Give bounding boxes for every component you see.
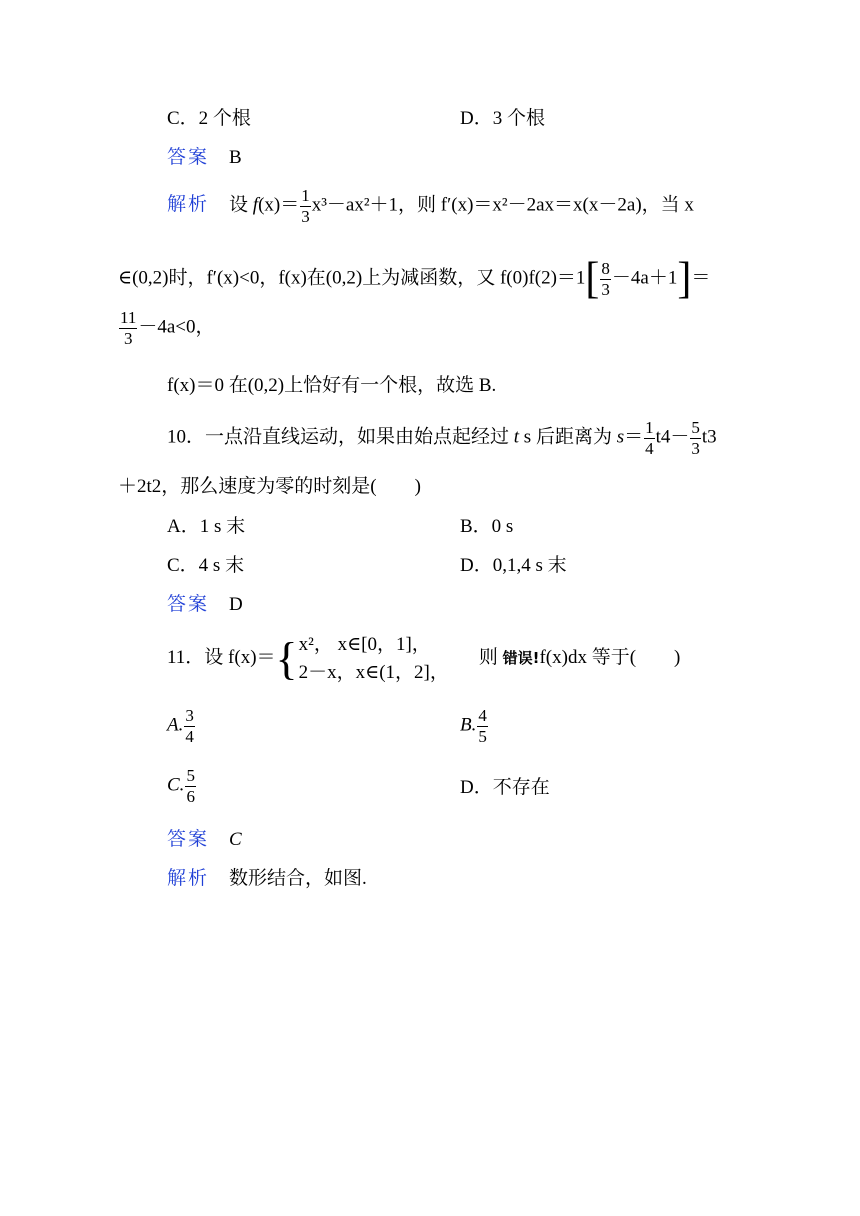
fraction-denominator: 6: [186, 786, 195, 806]
q10-answer: [167, 595, 243, 614]
analysis-text: 数形结合，如图.: [229, 868, 367, 889]
q11-option-d: D．不存在: [460, 777, 550, 798]
error-marker: 错误!: [502, 648, 540, 667]
answer-label: 答案: [167, 147, 210, 168]
fraction-denominator: 3: [301, 206, 310, 226]
answer-value: B: [229, 147, 242, 168]
fraction-numerator: 8: [601, 258, 610, 278]
fraction-numerator: 5: [691, 418, 700, 437]
text-segment: x³－ax²＋1，则 f′(x)＝x²－2ax＝x(x－2a)，当 x: [311, 194, 694, 216]
fraction: [184, 706, 195, 746]
fraction: [690, 418, 701, 458]
fraction-numerator: 4: [478, 706, 487, 725]
text-segment: s 后距离为: [519, 426, 617, 448]
text-segment: (x)＝: [258, 194, 300, 216]
piecewise-row-1: x²， x∈[0，1]，: [298, 634, 431, 655]
text-segment: ＝: [624, 426, 644, 448]
q11-option-a: [167, 706, 196, 746]
fraction-numerator: 5: [186, 766, 195, 785]
text-segment: －4a＋1: [611, 267, 678, 289]
text-segment: －4a<0，: [138, 316, 215, 338]
q9-analysis-line-2: [118, 254, 711, 304]
analysis-label: 解析: [167, 194, 210, 216]
text-segment: 设: [229, 194, 253, 216]
q10-stem-line-2: ＋2t2，那么速度为零的时刻是( ): [118, 476, 421, 497]
text-segment: 则: [478, 646, 503, 668]
text-segment: t: [513, 426, 520, 448]
text-segment: t4－: [655, 426, 690, 448]
text-segment: ＝: [691, 267, 711, 289]
option-letter: B.: [460, 714, 477, 736]
right-bracket: ]: [677, 254, 692, 304]
piecewise-row-2: 2－x，x∈(1，2]，: [298, 661, 449, 683]
q9-option-c: C．2 个根: [167, 108, 251, 129]
fraction-denominator: 5: [478, 726, 487, 746]
q10-option-d: D．0,1,4 s 末: [460, 555, 567, 576]
fraction-numerator: 11: [120, 308, 137, 327]
text-segment: s: [616, 426, 625, 448]
fraction-denominator: 4: [185, 726, 194, 746]
answer-value: C: [229, 829, 242, 850]
option-letter: C.: [167, 774, 185, 796]
fraction-numerator: 1: [301, 186, 310, 205]
fraction-numerator: 1: [645, 418, 654, 437]
q10-stem-line-1: [167, 418, 717, 458]
answer-value: D: [229, 594, 243, 615]
option-letter: A.: [167, 714, 184, 736]
q11-stem: [167, 631, 680, 686]
fraction-denominator: 3: [601, 279, 610, 299]
piecewise-function: [276, 631, 449, 686]
q9-option-d: D．3 个根: [460, 108, 545, 129]
text-segment: t3: [701, 426, 717, 448]
q9-analysis-line-3: [118, 308, 215, 348]
q11-answer: [167, 830, 242, 849]
fraction: [644, 418, 655, 458]
fraction: [185, 766, 196, 806]
answer-label: 答案: [167, 829, 210, 850]
fraction: [119, 308, 137, 348]
fraction: [600, 259, 611, 299]
fraction-denominator: 3: [691, 438, 700, 458]
q9-answer: [167, 148, 242, 167]
q11-analysis: [167, 869, 367, 888]
text-segment: 11．设 f(x)＝: [167, 646, 276, 668]
q9-analysis-line-1: [167, 186, 694, 226]
text-segment: ∈(0,2)时，f′(x)<0，f(x)在(0,2)上为减函数，又 f(0)f(2)＝1: [118, 267, 586, 289]
left-bracket: [: [585, 254, 600, 304]
fraction: [300, 186, 311, 226]
fraction-denominator: 4: [645, 438, 654, 458]
piecewise-rows: [299, 631, 449, 686]
q10-option-c: C．4 s 末: [167, 555, 245, 576]
q11-option-c: [167, 766, 197, 806]
left-brace: {: [275, 632, 298, 684]
text-segment: f(x)dx 等于( ): [539, 646, 681, 668]
fraction-denominator: 3: [123, 328, 133, 348]
analysis-label: 解析: [167, 868, 210, 889]
q9-analysis-line-4: f(x)＝0 在(0,2)上恰好有一个根，故选 B.: [167, 375, 497, 396]
q11-option-b: [460, 706, 489, 746]
fraction-numerator: 3: [185, 706, 194, 725]
q10-option-b: B．0 s: [460, 516, 514, 537]
text-segment: 10．一点沿直线运动，如果由始点起经过: [167, 426, 514, 448]
answer-label: 答案: [167, 594, 210, 615]
text-segment: f: [252, 194, 259, 216]
q10-option-a: A．1 s 末: [167, 516, 246, 537]
fraction: [477, 706, 488, 746]
